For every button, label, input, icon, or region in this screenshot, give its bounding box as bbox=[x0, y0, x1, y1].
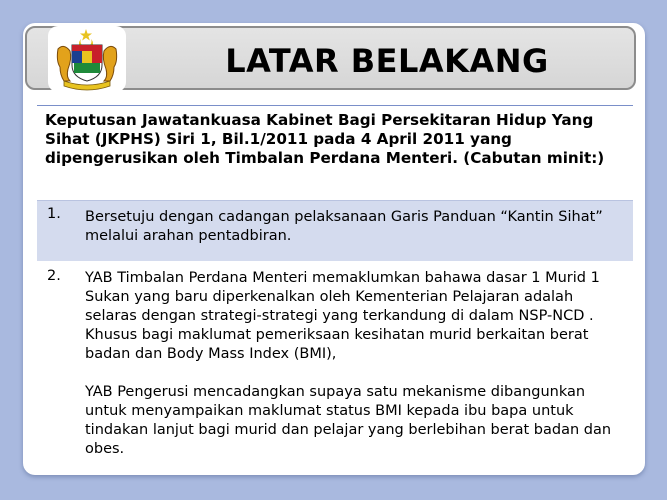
divider bbox=[37, 105, 633, 106]
item-text bbox=[85, 269, 625, 475]
list-item bbox=[37, 200, 633, 262]
section-heading: Keputusan Jawatankuasa Kabinet Bagi Persekitaran Hidup Yang Sihat (JKPHS) Siri 1, Bil.1/2011 pada 4 April 2011 yang dipengerusikan oleh Timbalan Perdana Menteri. (Cabutan minit:) bbox=[45, 111, 605, 167]
item-number: 2. bbox=[47, 268, 61, 284]
list-item bbox=[37, 261, 633, 475]
item-paragraph: YAB Pengerusi mencadangkan supaya satu mekanisme dibangunkan untuk menyampaikan maklumat status BMI kepada ibu bapa untuk tindakan lanjut bagi murid dan pelajar yang berlebihan berat badan dan obes. bbox=[85, 384, 612, 457]
item-number: 1. bbox=[47, 206, 61, 222]
item-paragraph: Bersetuju dengan cadangan pelaksanaan Garis Panduan “Kantin Sihat” melalui arahan pentadbiran. bbox=[85, 209, 603, 244]
slide-title: LATAR BELAKANG bbox=[225, 42, 549, 80]
malaysia-coat-of-arms-icon bbox=[48, 26, 126, 92]
slide bbox=[23, 23, 645, 475]
item-text bbox=[85, 208, 625, 265]
item-paragraph: YAB Timbalan Perdana Menteri memaklumkan bahawa dasar 1 Murid 1 Sukan yang baru diperkenalkan oleh Kementerian Pelajaran adalah selaras dengan strategi-strategi yang terkandung di dalam NSP-NCD . Khusus bagi maklumat pemeriksaan kesihatan murid berkaitan berat badan dan Body Mass Index (BMI), bbox=[85, 270, 600, 362]
